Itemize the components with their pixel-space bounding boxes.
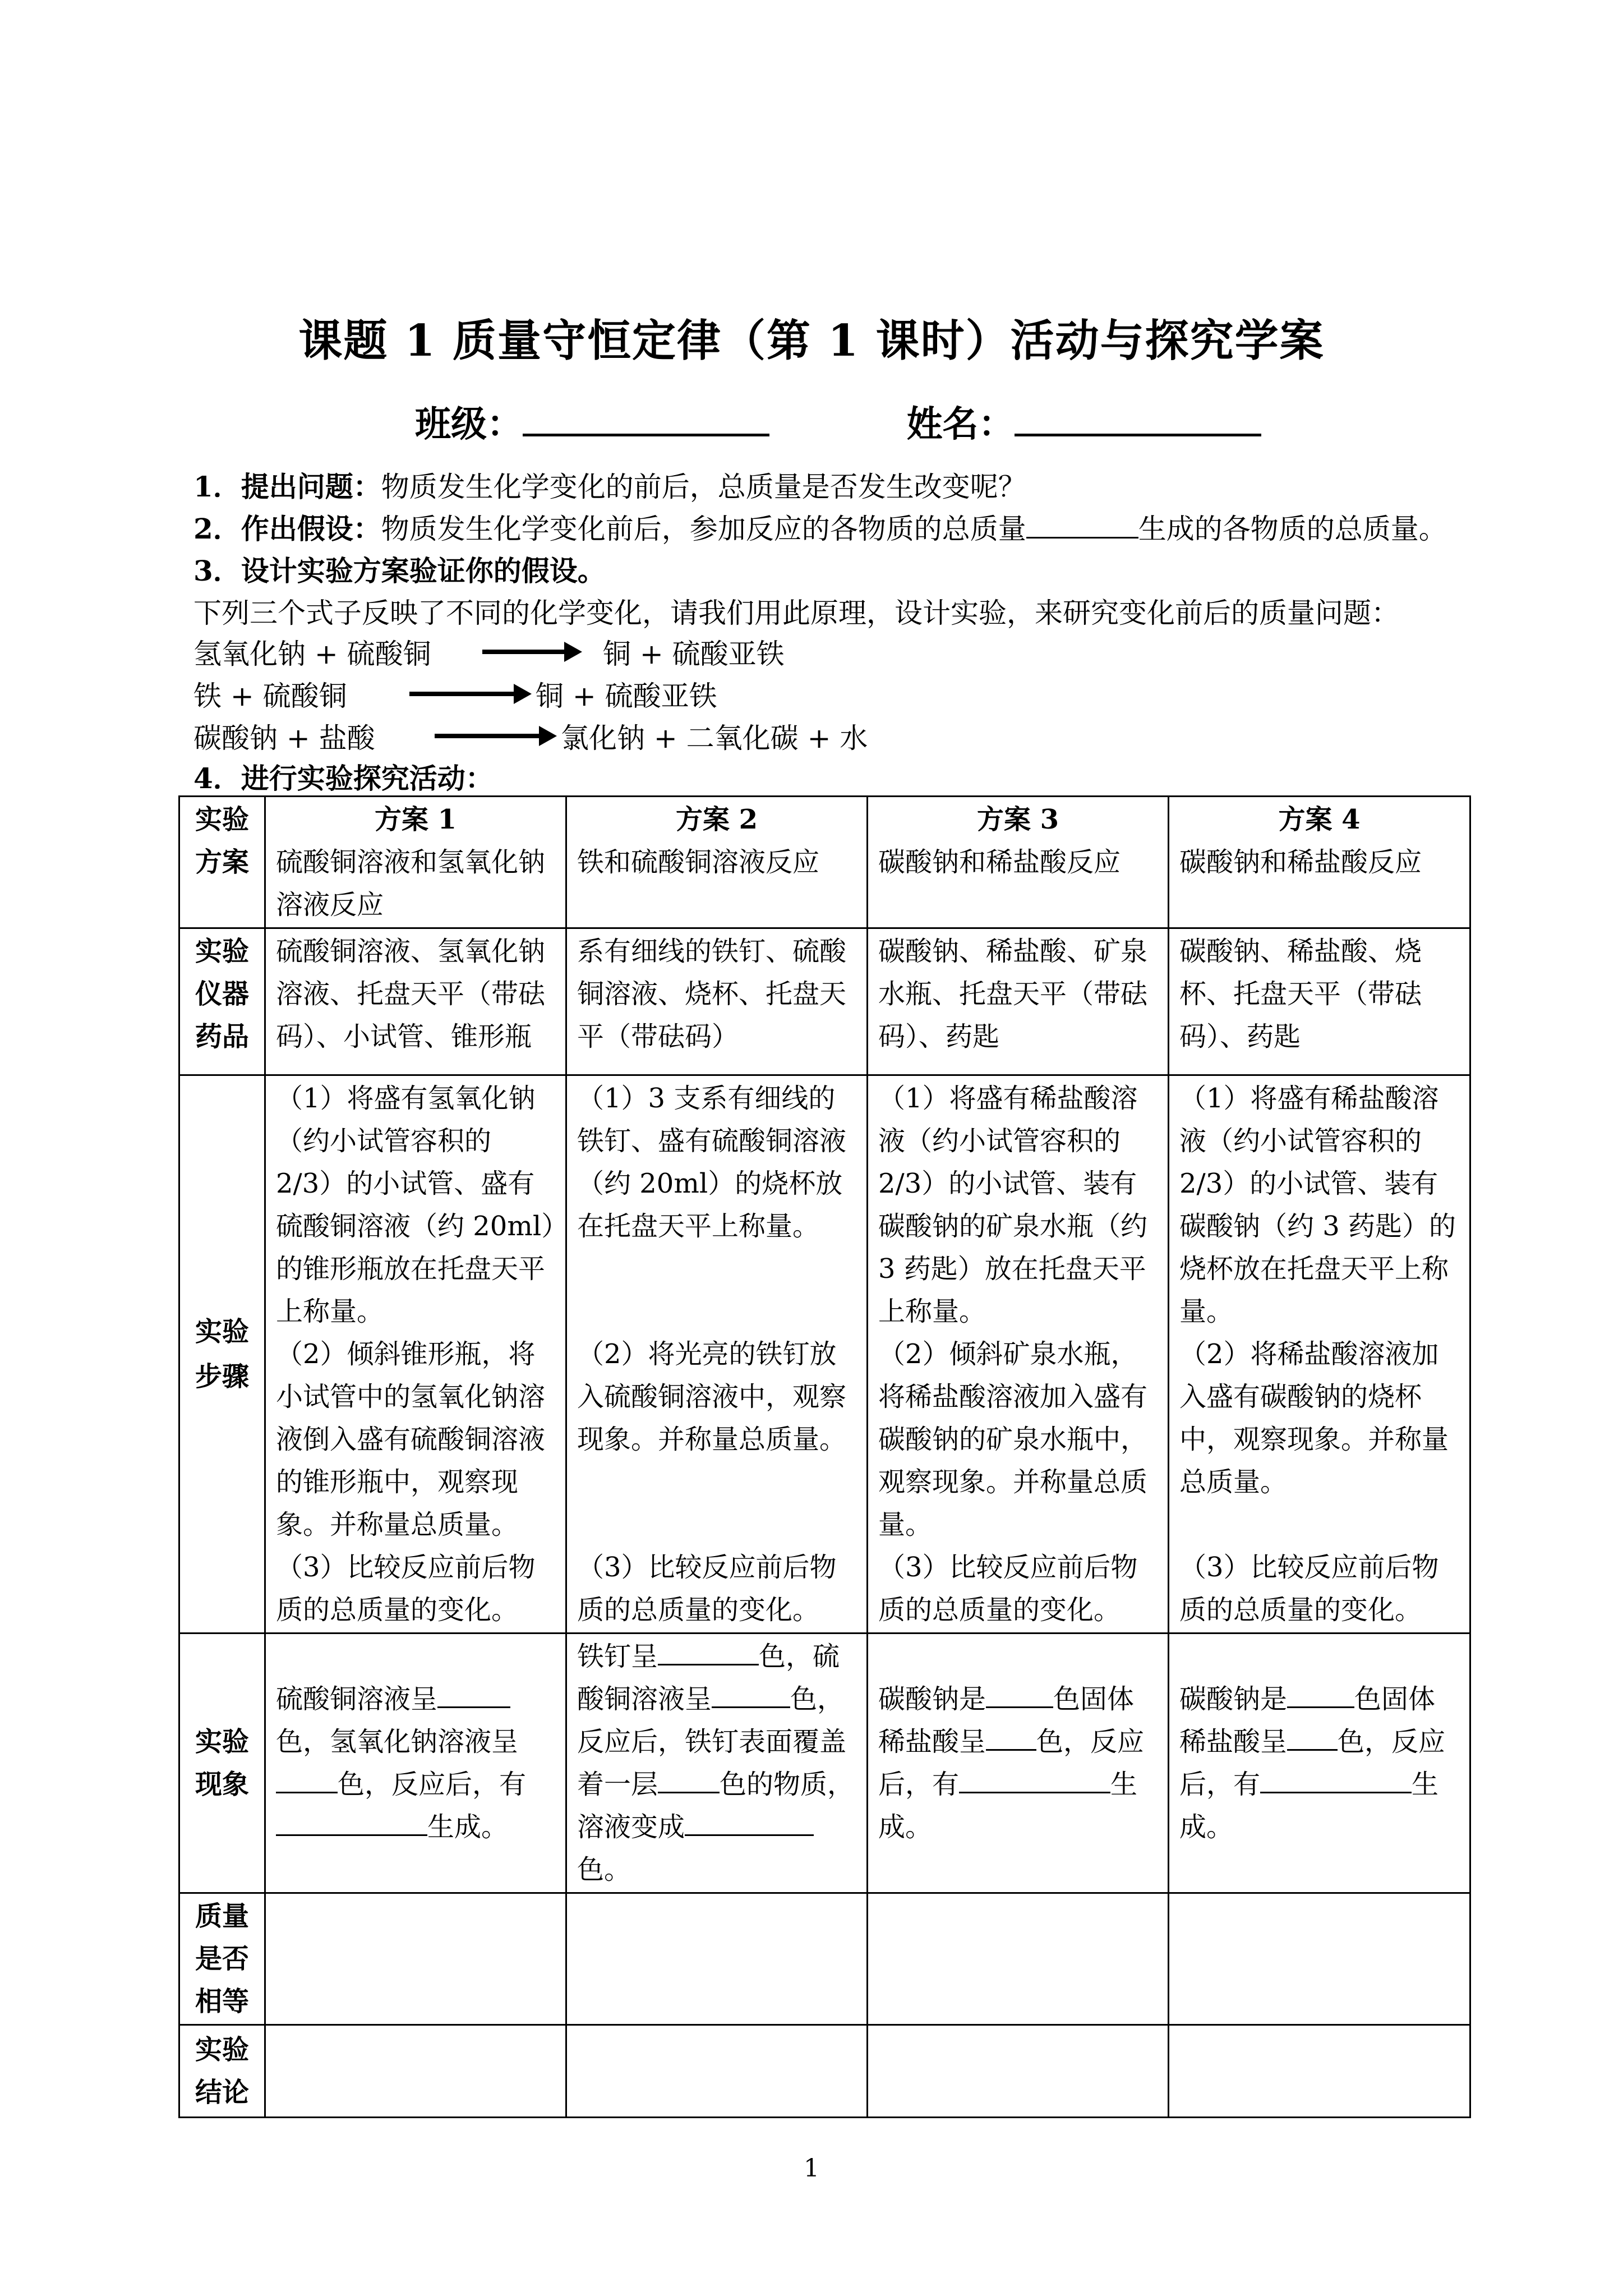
answer-blank[interactable] [276,1812,427,1836]
plan-1-conclusion-answer[interactable] [265,2025,566,2118]
answer-blank[interactable] [1287,1727,1338,1751]
section-1-heading: 1．提出问题： [193,470,381,503]
plan-4-phenomena [1169,1634,1470,1893]
plan-4-steps [1169,1075,1470,1634]
plan-2-step-3: （3）比较反应前后物质的总质量的变化。 [577,1552,837,1626]
plan-2-step-1: （1）3 支系有细线的铁钉、盛有硫酸铜溶液（约 20ml）的烧杯放在托盘天平上称量。 [577,1083,847,1242]
plan-2-title: 方案 2 [675,804,758,835]
plan-3-step-1: （1）将盛有稀盐酸溶液（约小试管容积的 2/3）的小试管、装有碳酸钠的矿泉水瓶（约 3 药匙）放在托盘天平上称量。 [878,1083,1148,1327]
name-label: 姓名： [906,403,1015,445]
plan-3-step-2: （2）倾斜矿泉水瓶，将稀盐酸溶液加入盛有碳酸钠的矿泉水瓶中，观察现象。并称量总质量。 [878,1338,1148,1540]
table-row-conclusion [179,2025,1470,2118]
class-label: 班级： [415,403,523,445]
section-4-heading: 4．进行实验探究活动： [193,762,494,795]
student-info-row [415,395,1261,447]
section-2-text-b: 生成的各物质的总质量。 [1138,513,1447,545]
phenomena-text: 硫酸铜溶液呈 [276,1683,438,1715]
plan-2-cell [566,797,868,928]
phenomena-text: 色，硫酸铜溶液呈 [577,1641,840,1715]
plan-1-step-1: （1）将盛有氢氧化钠（约小试管容积的 2/3）的小试管、盛有硫酸铜溶液（约 20ml）的锥形瓶放在托盘天平上称量。 [276,1083,555,1327]
plan-3-steps [868,1075,1169,1634]
plan-3-title: 方案 3 [976,804,1059,835]
section-1-text: 物质发生化学变化的前后，总质量是否发生改变呢？ [381,471,1026,503]
page-number: 1 [804,2154,819,2183]
answer-blank[interactable] [986,1727,1036,1751]
plan-1-cell [265,797,566,928]
plan-2-conclusion-answer[interactable] [566,2025,868,2118]
plan-4-step-1: （1）将盛有稀盐酸溶液（约小试管容积的 2/3）的小试管、装有碳酸钠（约 3 药匙）的烧杯放在托盘天平上称量。 [1179,1083,1456,1327]
section-3 [193,549,606,589]
phenomena-text: 碳酸钠是 [1179,1683,1288,1715]
phenomena-text: 色固体 [1053,1683,1135,1715]
equation-3-reactants: 碳酸钠 + 盐酸 [193,722,375,754]
hypothesis-blank[interactable] [1026,514,1138,539]
plan-2-phenomena [566,1634,868,1893]
section-1 [193,464,1026,505]
plan-1-steps [265,1075,566,1634]
experiment-table [178,795,1471,2118]
plan-4-step-2: （2）将稀盐酸溶液加入盛有碳酸钠的烧杯中，观察现象。并称量总质量。 [1179,1338,1449,1498]
plan-3-conclusion-answer[interactable] [868,2025,1169,2118]
equation-2-reactants: 铁 + 硫酸铜 [193,680,347,712]
plan-3-phenomena [868,1634,1169,1893]
answer-blank[interactable] [437,1684,510,1708]
plan-3-cell [868,797,1169,928]
section-4 [193,756,494,797]
answer-blank[interactable] [712,1684,790,1708]
answer-blank[interactable] [658,1641,759,1665]
table-row-steps [179,1075,1470,1634]
reaction-arrow-icon [409,692,516,696]
section-2-heading: 2．作出假设： [193,512,381,545]
phenomena-text: 生成。 [1179,1769,1439,1843]
row-header-equipment: 实验仪器药品 [179,928,265,1075]
plan-2-equipment: 系有细线的铁钉、硫酸铜溶液、烧杯、托盘天平（带砝码） [566,928,868,1075]
section-2-text-a: 物质发生化学变化前后，参加反应的各物质的总质量 [381,513,1026,545]
row-header-mass-equal: 质量是否相等 [179,1893,265,2025]
plan-4-mass-answer[interactable] [1169,1893,1470,2025]
plan-4-equipment: 碳酸钠、稀盐酸、烧杯、托盘天平（带砝码）、药匙 [1169,928,1470,1075]
plan-3-step-3: （3）比较反应前后物质的总质量的变化。 [878,1552,1138,1626]
plan-1-mass-answer[interactable] [265,1893,566,2025]
plan-1-desc: 硫酸铜溶液和氢氧化钠溶液反应 [276,846,546,921]
phenomena-text: 稀盐酸呈 [1179,1726,1288,1757]
equation-1-products: 铜 + 硫酸亚铁 [603,638,785,670]
plan-3-equipment: 碳酸钠、稀盐酸、矿泉水瓶、托盘天平（带砝码）、药匙 [868,928,1169,1075]
table-row-mass-equal [179,1893,1470,2025]
phenomena-text: 碳酸钠是 [878,1683,986,1715]
section-3-heading: 3．设计实验方案验证你的假设。 [193,554,606,587]
plan-1-step-2: （2）倾斜锥形瓶，将小试管中的氢氧化钠溶液倒入盛有硫酸铜溶液的锥形瓶中，观察现象。并称量总质量。 [276,1338,546,1540]
phenomena-text: 色的物质，溶液变成 [577,1769,855,1843]
plan-4-cell [1169,797,1470,928]
plan-4-title: 方案 4 [1278,804,1361,835]
answer-blank[interactable] [276,1769,338,1793]
equation-2-products: 铜 + 硫酸亚铁 [536,680,717,712]
phenomena-text: 色，反应后，有 [878,1726,1145,1800]
reaction-arrow-icon [435,734,541,738]
plan-4-desc: 碳酸钠和稀盐酸反应 [1179,846,1422,878]
table-row-equipment [179,928,1470,1075]
row-header-phenomena: 实验现象 [179,1634,265,1893]
table-row-plan [179,797,1470,928]
plan-1-equipment: 硫酸铜溶液、氢氧化钠溶液、托盘天平（带砝码）、小试管、锥形瓶 [265,928,566,1075]
equation-1-reactants: 氢氧化钠 + 硫酸铜 [193,638,431,670]
phenomena-text: 色，氢氧化钠溶液呈 [276,1726,519,1757]
answer-blank[interactable] [959,1769,1110,1793]
plan-4-step-3: （3）比较反应前后物质的总质量的变化。 [1179,1552,1439,1626]
row-header-plan: 实验方案 [179,797,265,928]
plan-1-step-3: （3）比较反应前后物质的总质量的变化。 [276,1552,536,1626]
phenomena-text: 铁钉呈 [577,1641,658,1672]
page-title: 课题 1 质量守恒定律（第 1 课时）活动与探究学案 [298,315,1325,366]
phenomena-text: 色，反应后，铁钉表面覆盖着一层 [577,1683,847,1800]
phenomena-text: 色，反应后，有 [338,1769,527,1800]
answer-blank[interactable] [658,1769,720,1793]
answer-blank[interactable] [986,1684,1053,1708]
phenomena-text: 色。 [577,1854,631,1885]
plan-2-steps [566,1075,868,1634]
table-row-phenomena [179,1634,1470,1893]
row-header-steps: 实验步骤 [179,1075,265,1634]
phenomena-text: 生成。 [427,1811,509,1843]
phenomena-text: 色，反应后，有 [1179,1726,1446,1800]
class-blank[interactable] [523,398,769,436]
row-header-conclusion: 实验结论 [179,2025,265,2118]
section-3-text: 下列三个式子反映了不同的化学变化，请我们用此原理，设计实验，来研究变化前后的质量问题： [193,597,1399,629]
answer-blank[interactable] [685,1812,814,1836]
plan-2-mass-answer[interactable] [566,1893,868,2025]
plan-3-desc: 碳酸钠和稀盐酸反应 [878,846,1121,878]
answer-blank[interactable] [1260,1769,1412,1793]
reaction-arrow-icon [482,650,566,654]
plan-2-step-2: （2）将光亮的铁钉放入硫酸铜溶液中，观察现象。并称量总质量。 [577,1338,847,1455]
phenomena-text: 生成。 [878,1769,1138,1843]
name-blank[interactable] [1015,398,1261,436]
plan-2-desc: 铁和硫酸铜溶液反应 [577,846,820,878]
phenomena-text: 稀盐酸呈 [878,1726,986,1757]
phenomena-text: 色固体 [1354,1683,1436,1715]
plan-1-phenomena [265,1634,566,1893]
plan-1-title: 方案 1 [374,804,457,835]
section-2 [193,507,1447,547]
plan-3-mass-answer[interactable] [868,1893,1169,2025]
plan-4-conclusion-answer[interactable] [1169,2025,1470,2118]
answer-blank[interactable] [1287,1684,1354,1708]
equation-3-products: 氯化钠 + 二氧化碳 + 水 [561,722,868,754]
